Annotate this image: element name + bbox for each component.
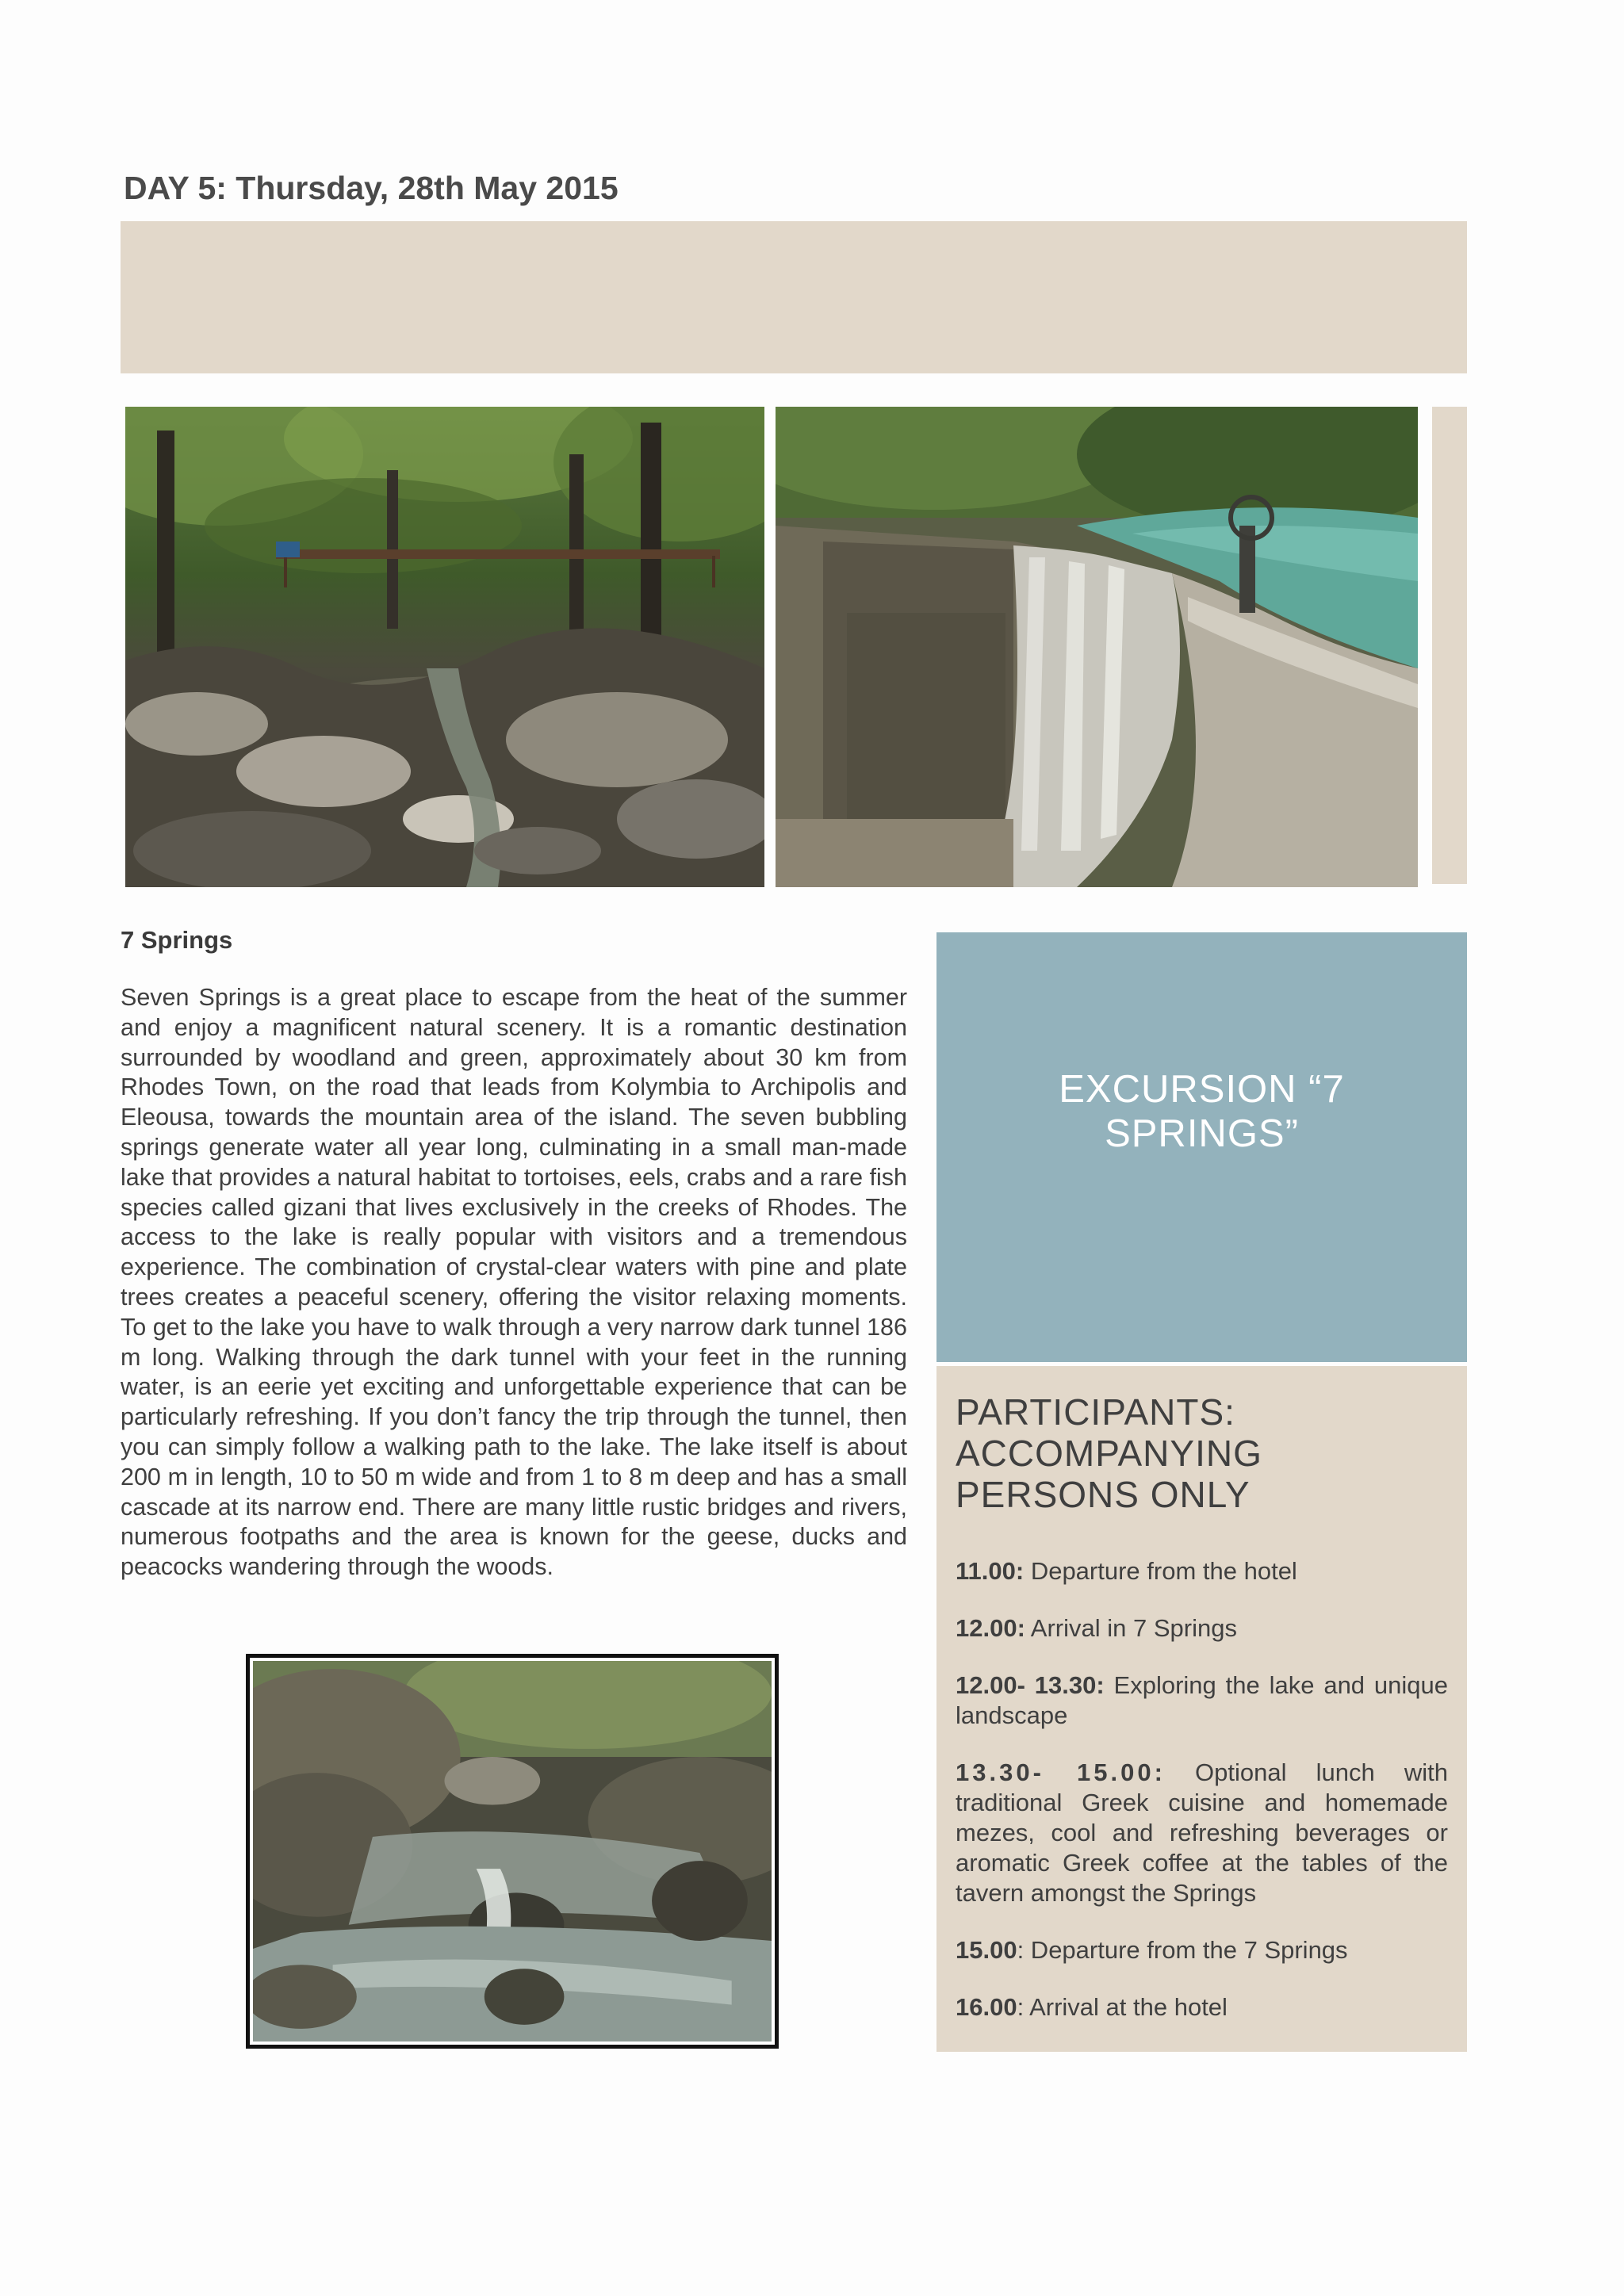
schedule-time: 15.00	[956, 1936, 1017, 1964]
waterfall-dam-photo	[776, 407, 1418, 887]
schedule-time: 11.00:	[956, 1557, 1025, 1585]
header-band	[121, 221, 1467, 373]
side-strip	[1432, 407, 1467, 884]
schedule-item	[956, 1935, 1448, 1965]
schedule-time: 16.00	[956, 1993, 1017, 2021]
schedule-time: 12.00:	[956, 1614, 1025, 1642]
stream-cascade-photo	[246, 1654, 779, 2049]
forest-creek-photo	[125, 407, 764, 887]
schedule-item	[956, 1556, 1448, 1586]
schedule-item	[956, 1670, 1448, 1731]
schedule-item	[956, 1992, 1448, 2022]
schedule-time: 12.00- 13.30:	[956, 1671, 1105, 1699]
schedule-item	[956, 1613, 1448, 1644]
schedule-item	[956, 1758, 1448, 1908]
schedule-text: Departure from the hotel	[1024, 1557, 1297, 1585]
section-heading: 7 Springs	[121, 926, 233, 954]
schedule-time: 13.30- 15.00:	[956, 1758, 1166, 1786]
schedule-text: Exploring the lake and unique landscape	[956, 1671, 1448, 1729]
schedule-text: : Arrival at the hotel	[1017, 1993, 1228, 2021]
schedule-text: Optional lunch with traditional Greek cuisine and homemade mezes, cool and refreshing beverages or aromatic Greek coffee at the tables of the tavern amongst the Springs	[956, 1758, 1448, 1907]
participants-heading: PARTICIPANTS: ACCOMPANYING PERSONS ONLY	[956, 1391, 1262, 1515]
excursion-title: EXCURSION “7 SPRINGS”	[1059, 1068, 1345, 1155]
schedule-text: : Departure from the 7 Springs	[1017, 1936, 1348, 1964]
article-body: Seven Springs is a great place to escape from the heat of the summer and enjoy a magnificent natural scenery. It is a romantic destination surrounded by woodland and green, approximately about 30 km from Rhodes Town, on the road that leads from Kolymbia to Archipolis and Eleousa, towards the mountain area of the island. The seven bubbling springs generate water all year long, culminating in a small man-made lake that provides a natural habitat to tortoises, eels, crabs and a rare fish species called gizani that lives exclusively in the creeks of Rhodes. The access to the lake is really popular with visitors and a tremendous experience. The combination of crystal-clear waters with pine and plate trees creates a peaceful scenery, offering the visitor relaxing moments. To get to the lake you have to walk through a very narrow dark tunnel 186 m long. Walking through the dark tunnel with your feet in the running water, is an eerie yet exciting and unforgettable experience that can be particularly refreshing. If you don’t fancy the trip through the tunnel, then you can simply follow a walking path to the lake. The lake itself is about 200 m in length, 10 to 50 m wide and from 1 to 8 m deep and has a small cascade at its narrow end. There are many little rustic bridges and rivers, numerous footpaths and the area is known for the geese, ducks and peacocks wandering through the woods.	[121, 984, 907, 1581]
schedule-panel	[936, 1366, 1467, 2052]
excursion-banner	[936, 932, 1467, 1362]
page-title: DAY 5: Thursday, 28th May 2015	[124, 170, 619, 206]
schedule-text: Arrival in 7 Springs	[1025, 1614, 1237, 1642]
